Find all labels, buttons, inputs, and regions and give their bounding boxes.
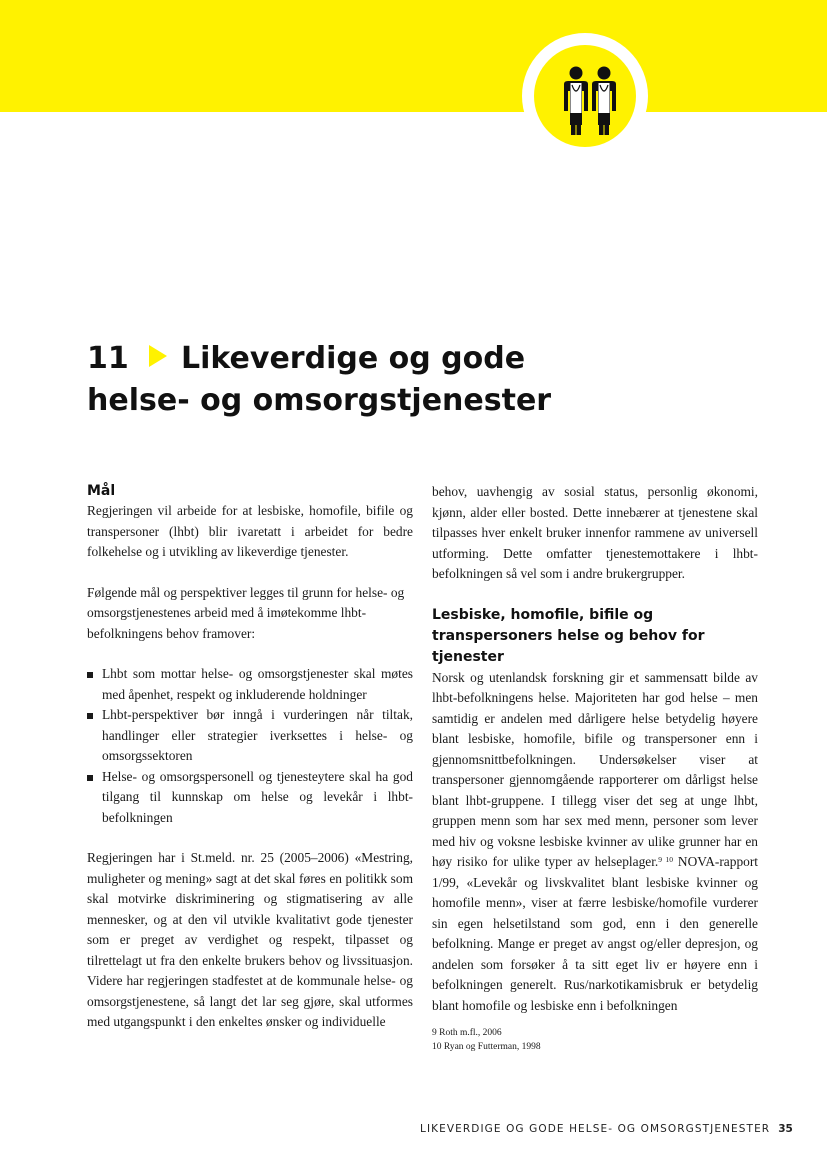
bullet-square-icon bbox=[87, 672, 93, 678]
page-number: 35 bbox=[778, 1123, 793, 1135]
bullet-square-icon bbox=[87, 775, 93, 781]
goal-list bbox=[87, 664, 413, 828]
running-title: LIKEVERDIGE OG GODE HELSE- OG OMSORGSTJENESTER bbox=[420, 1123, 771, 1135]
chapter-arrow-icon bbox=[149, 345, 167, 367]
footnote: 9 Roth m.fl., 2006 bbox=[432, 1028, 502, 1038]
header-band bbox=[0, 0, 827, 112]
chapter-badge bbox=[534, 45, 636, 147]
right-column bbox=[432, 482, 758, 1054]
paragraph: Regjeringen har i St.meld. nr. 25 (2005–2006) «Mestring, muligheter og mening» sagt at det skal føres en politikk som skal motvirke diskriminering og stigmatisering av alle mennesker, og at den vil utvikle kvalitativt gode tjenester som er preget av verdighet og respekt, tilpasset og tilrettelagt ut fra den enkelte brukers behov og livssituasjon. Videre har regjeringen stadfestet at de kommunale helse- og omsorgstjenestene, så langt det lar seg gjøre, skal utformes med utgangspunkt i den enkeltes ønsker og individuelle bbox=[87, 850, 413, 1029]
chapter-title-line1: Likeverdige og gode bbox=[181, 341, 526, 376]
left-column bbox=[87, 482, 413, 1033]
list-item: Lhbt-perspektiver bør inngå i vurderingen når tiltak, handlinger eller strategier iverksettes i helse- og omsorgssektoren bbox=[87, 705, 413, 767]
two-health-workers-icon bbox=[534, 45, 636, 147]
chapter-title bbox=[87, 338, 687, 422]
list-item: Lhbt som mottar helse- og omsorgstjenester skal møtes med åpenhet, respekt og inkluderende holdninger bbox=[87, 664, 413, 705]
footnote-ref: 9 10 bbox=[658, 855, 673, 864]
chapter-title-line2: helse- og omsorgstjenester bbox=[87, 383, 552, 418]
chapter-number: 11 bbox=[87, 341, 129, 376]
footnotes bbox=[432, 1026, 758, 1054]
paragraph: Regjeringen vil arbeide for at lesbiske, homofile, bifile og transpersoner (lhbt) blir ivaretatt i arbeidet for bedre folkehelse og i utvikling av likeverdige tjenester. bbox=[87, 503, 413, 559]
footnote: 10 Ryan og Futterman, 1998 bbox=[432, 1042, 541, 1052]
bullet-square-icon bbox=[87, 713, 93, 719]
paragraph: Norsk og utenlandsk forskning gir et sammensatt bilde av lhbt-befolkningens helse. Majoriteten har god helse – men samtidig er andelen med dårligere helse betydelig høyere blant lesbiske, homofile, bifile og transpersoner enn i gjennomsnittbefolkningen. Undersøkelser viser at transpersoner gjennomgående rapporterer om dårligst helse blant lhbt-gruppene. I tillegg viser det seg at unge lhbt, gruppen menn som har sex med menn, personer som lever med hiv og voksne lesbiske kvinner av ulike grunner har en høy risiko for ulike typer av helseplager.$^{9 10}$ NOVA-rapport 1/99, «Levekår og livskvalitet blant lesbiske kvinner og homofile menn», viser at færre lesbiske/homofile vurderer sin egen helsetilstand som god, enn i den generelle befolkning. Mange er preget av angst og/eller depresjon, og andelen som forsøker å ta sitt eget liv er høyere enn i befolkningen generelt. Rus/narkotikamisbruk er betydelig blant homofile og lesbiske enn i befolkningen bbox=[432, 669, 759, 1013]
page-footer bbox=[420, 1123, 793, 1135]
list-item: Helse- og omsorgspersonell og tjenesteytere skal ha god tilgang til kunnskap om helse og levekår i lhbt-befolkningen bbox=[87, 767, 413, 829]
paragraph: behov, uavhengig av sosial status, personlig økonomi, kjønn, alder eller bosted. Dette innebærer at tjenestene skal tilpasses hver enkelt bruker innenfor rammene av universell utforming. Dette omfatter tjenestemottakere i lhbt-befolkningen så vel som i andre brukergrupper. bbox=[432, 484, 758, 581]
section-heading-health: Lesbiske, homofile, bifile og transpersoners helse og behov for tjenester bbox=[432, 606, 705, 665]
paragraph: Følgende mål og perspektiver legges til grunn for helse- og omsorgstjenestenes arbeid med å imøtekomme lhbt-befolkningens behov framover: bbox=[87, 584, 405, 641]
section-heading-mal: Mål bbox=[87, 483, 116, 499]
